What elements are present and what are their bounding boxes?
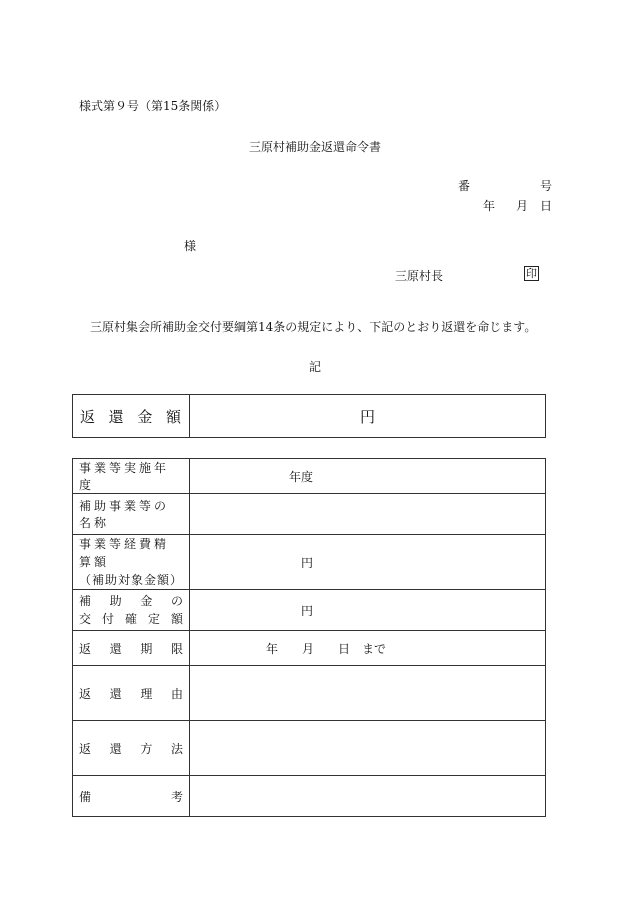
expense-value[interactable]	[190, 535, 546, 590]
deadline-month: 月	[302, 641, 315, 656]
expense-unit: 円	[301, 555, 314, 570]
return-amount-table	[72, 394, 546, 438]
row-grant-confirmed	[73, 590, 546, 631]
grant-label-line2: 交 付 確 定 額	[79, 612, 183, 626]
grant-confirmed-label	[73, 590, 190, 631]
seal-text: 印	[526, 267, 537, 280]
method-value[interactable]	[190, 721, 546, 776]
method-label: 返 還 方 法	[73, 721, 190, 776]
row-reason	[73, 666, 546, 721]
expense-label-line1: 事業等経費精算額	[79, 537, 170, 569]
number-ban: 番	[458, 179, 471, 193]
ra-char: 返	[80, 407, 96, 426]
deadline-year: 年	[266, 641, 279, 656]
ra-char: 金	[137, 407, 153, 426]
document-title: 三原村補助金返還命令書	[248, 140, 381, 154]
grant-unit: 円	[301, 603, 314, 618]
deadline-day-until: 日 まで	[338, 641, 387, 656]
deadline-value[interactable]	[190, 631, 546, 666]
row-method	[73, 721, 546, 776]
row-implementation-year	[73, 459, 546, 494]
details-table	[72, 458, 546, 817]
row-project-name	[73, 494, 546, 535]
return-amount-unit: 円	[359, 407, 375, 426]
reason-value[interactable]	[190, 666, 546, 721]
row-remarks	[73, 776, 546, 817]
project-name-label: 補助事業等の名称	[73, 494, 190, 535]
date-year: 年	[483, 199, 496, 213]
form-number: 様式第９号（第15条関係）	[79, 99, 227, 113]
return-amount-label	[73, 395, 190, 438]
deadline-label: 返 還 期 限	[73, 631, 190, 666]
row-deadline	[73, 631, 546, 666]
reason-label: 返 還 理 由	[73, 666, 190, 721]
seal-mark	[524, 266, 539, 281]
remarks-value[interactable]	[190, 776, 546, 817]
issuer-name: 三原村長	[395, 269, 444, 283]
expense-label-line2: （補助対象金額）	[79, 573, 184, 587]
expense-label	[73, 535, 190, 590]
date-month: 月	[516, 199, 529, 213]
ki-marker: 記	[308, 360, 321, 374]
date-day: 日	[540, 199, 553, 213]
ra-char: 額	[165, 407, 181, 426]
grant-confirmed-value[interactable]	[190, 590, 546, 631]
implementation-year-value[interactable]	[190, 459, 546, 494]
year-unit: 年度	[289, 469, 314, 484]
return-amount-value[interactable]	[190, 395, 546, 438]
addressee-honorific: 様	[184, 239, 197, 253]
body-paragraph: 三原村集会所補助金交付要綱第14条の規定により、下記のとおり返還を命じます。	[90, 320, 537, 334]
row-expense	[73, 535, 546, 590]
number-go: 号	[540, 179, 553, 193]
remarks-label: 備 考	[73, 776, 190, 817]
grant-label-line1: 補 助 金 の	[79, 594, 183, 608]
project-name-value[interactable]	[190, 494, 546, 535]
implementation-year-label: 事業等実施年度	[73, 459, 190, 494]
ra-char: 還	[108, 407, 124, 426]
